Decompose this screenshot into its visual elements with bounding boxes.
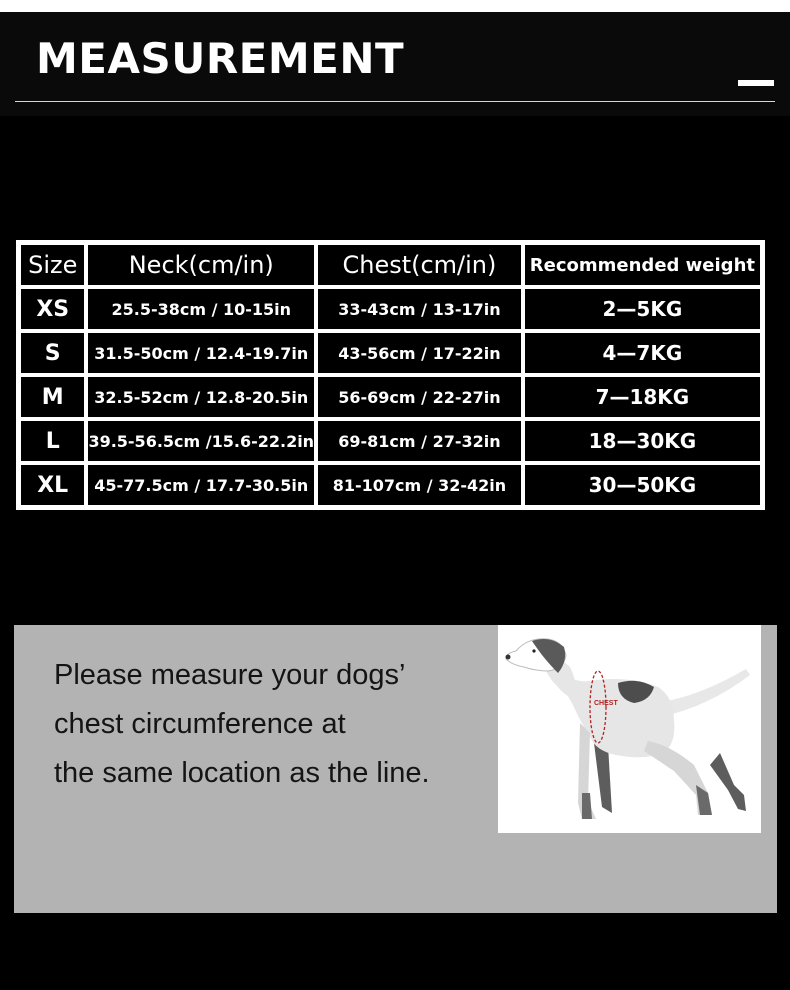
table-row — [19, 419, 762, 463]
chest-cell: 43-56cm / 17-22in — [316, 331, 523, 375]
size-cell: XL — [19, 463, 86, 507]
chest-cell: 56-69cm / 22-27in — [316, 375, 523, 419]
neck-cell: 25.5-38cm / 10-15in — [86, 287, 316, 331]
chest-label: CHEST — [594, 700, 618, 707]
dash-icon — [738, 80, 774, 86]
chest-cell: 33-43cm / 13-17in — [316, 287, 523, 331]
column-header-size: Size — [19, 243, 86, 287]
table-row — [19, 331, 762, 375]
column-header-neck: Neck(cm/in) — [86, 243, 316, 287]
chest-cell: 69-81cm / 27-32in — [316, 419, 523, 463]
size-cell: L — [19, 419, 86, 463]
measure-instructions-panel — [14, 625, 777, 913]
instruction-text — [54, 651, 430, 798]
neck-cell: 32.5-52cm / 12.8-20.5in — [86, 375, 316, 419]
neck-cell: 39.5-56.5cm /15.6-22.2in — [86, 419, 316, 463]
weight-cell: 2—5KG — [523, 287, 762, 331]
table-row — [19, 287, 762, 331]
size-chart — [16, 240, 765, 510]
instruction-line: Please measure your dogs’ — [54, 659, 406, 691]
dog-icon — [498, 625, 761, 833]
table-row — [19, 375, 762, 419]
weight-cell: 18—30KG — [523, 419, 762, 463]
instruction-line: the same location as the line. — [54, 757, 430, 789]
chest-cell: 81-107cm / 32-42in — [316, 463, 523, 507]
weight-cell: 7—18KG — [523, 375, 762, 419]
weight-cell: 4—7KG — [523, 331, 762, 375]
table-row — [19, 463, 762, 507]
dog-illustration — [498, 625, 761, 833]
neck-cell: 31.5-50cm / 12.4-19.7in — [86, 331, 316, 375]
instruction-line: chest circumference at — [54, 708, 346, 740]
neck-cell: 45-77.5cm / 17.7-30.5in — [86, 463, 316, 507]
top-strip — [0, 0, 790, 12]
weight-cell: 30—50KG — [523, 463, 762, 507]
size-cell: S — [19, 331, 86, 375]
size-cell: XS — [19, 287, 86, 331]
column-header-weight: Recommended weight — [523, 243, 762, 287]
table-header-row — [19, 243, 762, 287]
page-title: MEASUREMENT — [36, 34, 405, 83]
column-header-chest: Chest(cm/in) — [316, 243, 523, 287]
size-table — [16, 240, 765, 510]
header-bar — [0, 12, 790, 116]
title-divider — [15, 101, 775, 102]
size-cell: M — [19, 375, 86, 419]
